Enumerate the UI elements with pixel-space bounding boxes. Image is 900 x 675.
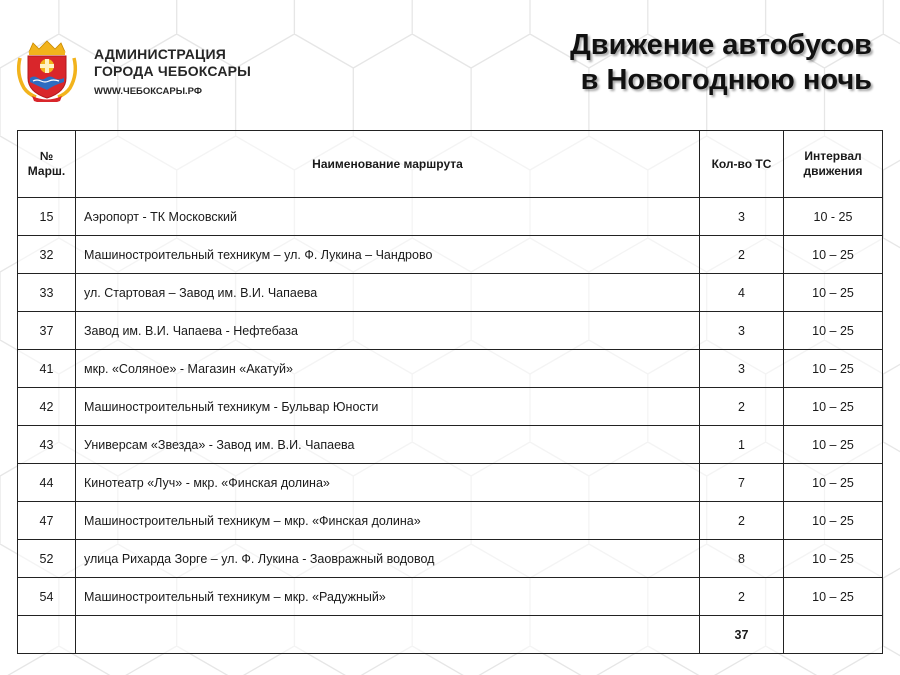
route-number: 47 [18, 502, 76, 540]
route-number: 15 [18, 198, 76, 236]
column-header-interval: Интервал движения [784, 131, 883, 198]
route-name: Машиностроительный техникум - Бульвар Юности [76, 388, 700, 426]
route-name: Кинотеатр «Луч» - мкр. «Финская долина» [76, 464, 700, 502]
table-total-row [18, 616, 883, 654]
route-number: 44 [18, 464, 76, 502]
route-interval: 10 – 25 [784, 274, 883, 312]
route-number: 37 [18, 312, 76, 350]
title-line-1: Движение автобусов [570, 29, 872, 61]
vehicle-count: 1 [700, 426, 784, 464]
route-number: 32 [18, 236, 76, 274]
table-row [18, 312, 883, 350]
vehicle-count: 3 [700, 198, 784, 236]
table-header-row [18, 131, 883, 198]
table-row [18, 388, 883, 426]
page-header [0, 0, 900, 120]
org-name-line-1: АДМИНИСТРАЦИЯ [94, 46, 226, 62]
vehicle-count: 3 [700, 312, 784, 350]
cheboksary-coat-of-arms-icon [14, 40, 80, 102]
org-name-line-2: ГОРОДА ЧЕБОКСАРЫ [94, 63, 252, 79]
route-interval: 10 – 25 [784, 426, 883, 464]
route-name: Завод им. В.И. Чапаева - Нефтебаза [76, 312, 700, 350]
table-row [18, 198, 883, 236]
route-name: Машиностроительный техникум – ул. Ф. Лукина – Чандрово [76, 236, 700, 274]
table-row [18, 464, 883, 502]
route-interval: 10 - 25 [784, 198, 883, 236]
table-row [18, 502, 883, 540]
route-interval: 10 – 25 [784, 388, 883, 426]
route-number: 43 [18, 426, 76, 464]
organization-name [94, 46, 251, 97]
title-line-2: в Новогоднюю ночь [580, 64, 872, 96]
vehicle-count: 4 [700, 274, 784, 312]
table-row [18, 578, 883, 616]
table-row [18, 274, 883, 312]
bus-routes-table [17, 130, 883, 654]
total-vehicle-count: 37 [700, 616, 784, 654]
table-row [18, 540, 883, 578]
table-row [18, 236, 883, 274]
route-name: Машиностроительный техникум – мкр. «Радужный» [76, 578, 700, 616]
vehicle-count: 2 [700, 236, 784, 274]
route-name: Машиностроительный техникум – мкр. «Финская долина» [76, 502, 700, 540]
route-interval: 10 – 25 [784, 236, 883, 274]
vehicle-count: 7 [700, 464, 784, 502]
route-number: 42 [18, 388, 76, 426]
route-name: улица Рихарда Зорге – ул. Ф. Лукина - Заовражный водовод [76, 540, 700, 578]
column-header-vehicle-count: Кол-во ТС [700, 131, 784, 198]
total-empty-cell [18, 616, 76, 654]
route-interval: 10 – 25 [784, 312, 883, 350]
vehicle-count: 2 [700, 578, 784, 616]
table-row [18, 426, 883, 464]
route-number: 41 [18, 350, 76, 388]
route-number: 54 [18, 578, 76, 616]
route-number: 33 [18, 274, 76, 312]
column-header-route-name: Наименование маршрута [76, 131, 700, 198]
column-header-route-number: № Марш. [18, 131, 76, 198]
route-name: Аэропорт - ТК Московский [76, 198, 700, 236]
total-empty-cell [784, 616, 883, 654]
route-interval: 10 – 25 [784, 540, 883, 578]
total-empty-cell [76, 616, 700, 654]
org-website: WWW.ЧЕБОКСАРЫ.РФ [94, 86, 202, 97]
vehicle-count: 2 [700, 388, 784, 426]
vehicle-count: 8 [700, 540, 784, 578]
route-name: Универсам «Звезда» - Завод им. В.И. Чапаева [76, 426, 700, 464]
vehicle-count: 3 [700, 350, 784, 388]
route-interval: 10 – 25 [784, 502, 883, 540]
route-name: ул. Стартовая – Завод им. В.И. Чапаева [76, 274, 700, 312]
route-interval: 10 – 25 [784, 350, 883, 388]
route-name: мкр. «Соляное» - Магазин «Акатуй» [76, 350, 700, 388]
vehicle-count: 2 [700, 502, 784, 540]
route-number: 52 [18, 540, 76, 578]
table-row [18, 350, 883, 388]
route-interval: 10 – 25 [784, 464, 883, 502]
page-title [570, 28, 872, 98]
route-interval: 10 – 25 [784, 578, 883, 616]
